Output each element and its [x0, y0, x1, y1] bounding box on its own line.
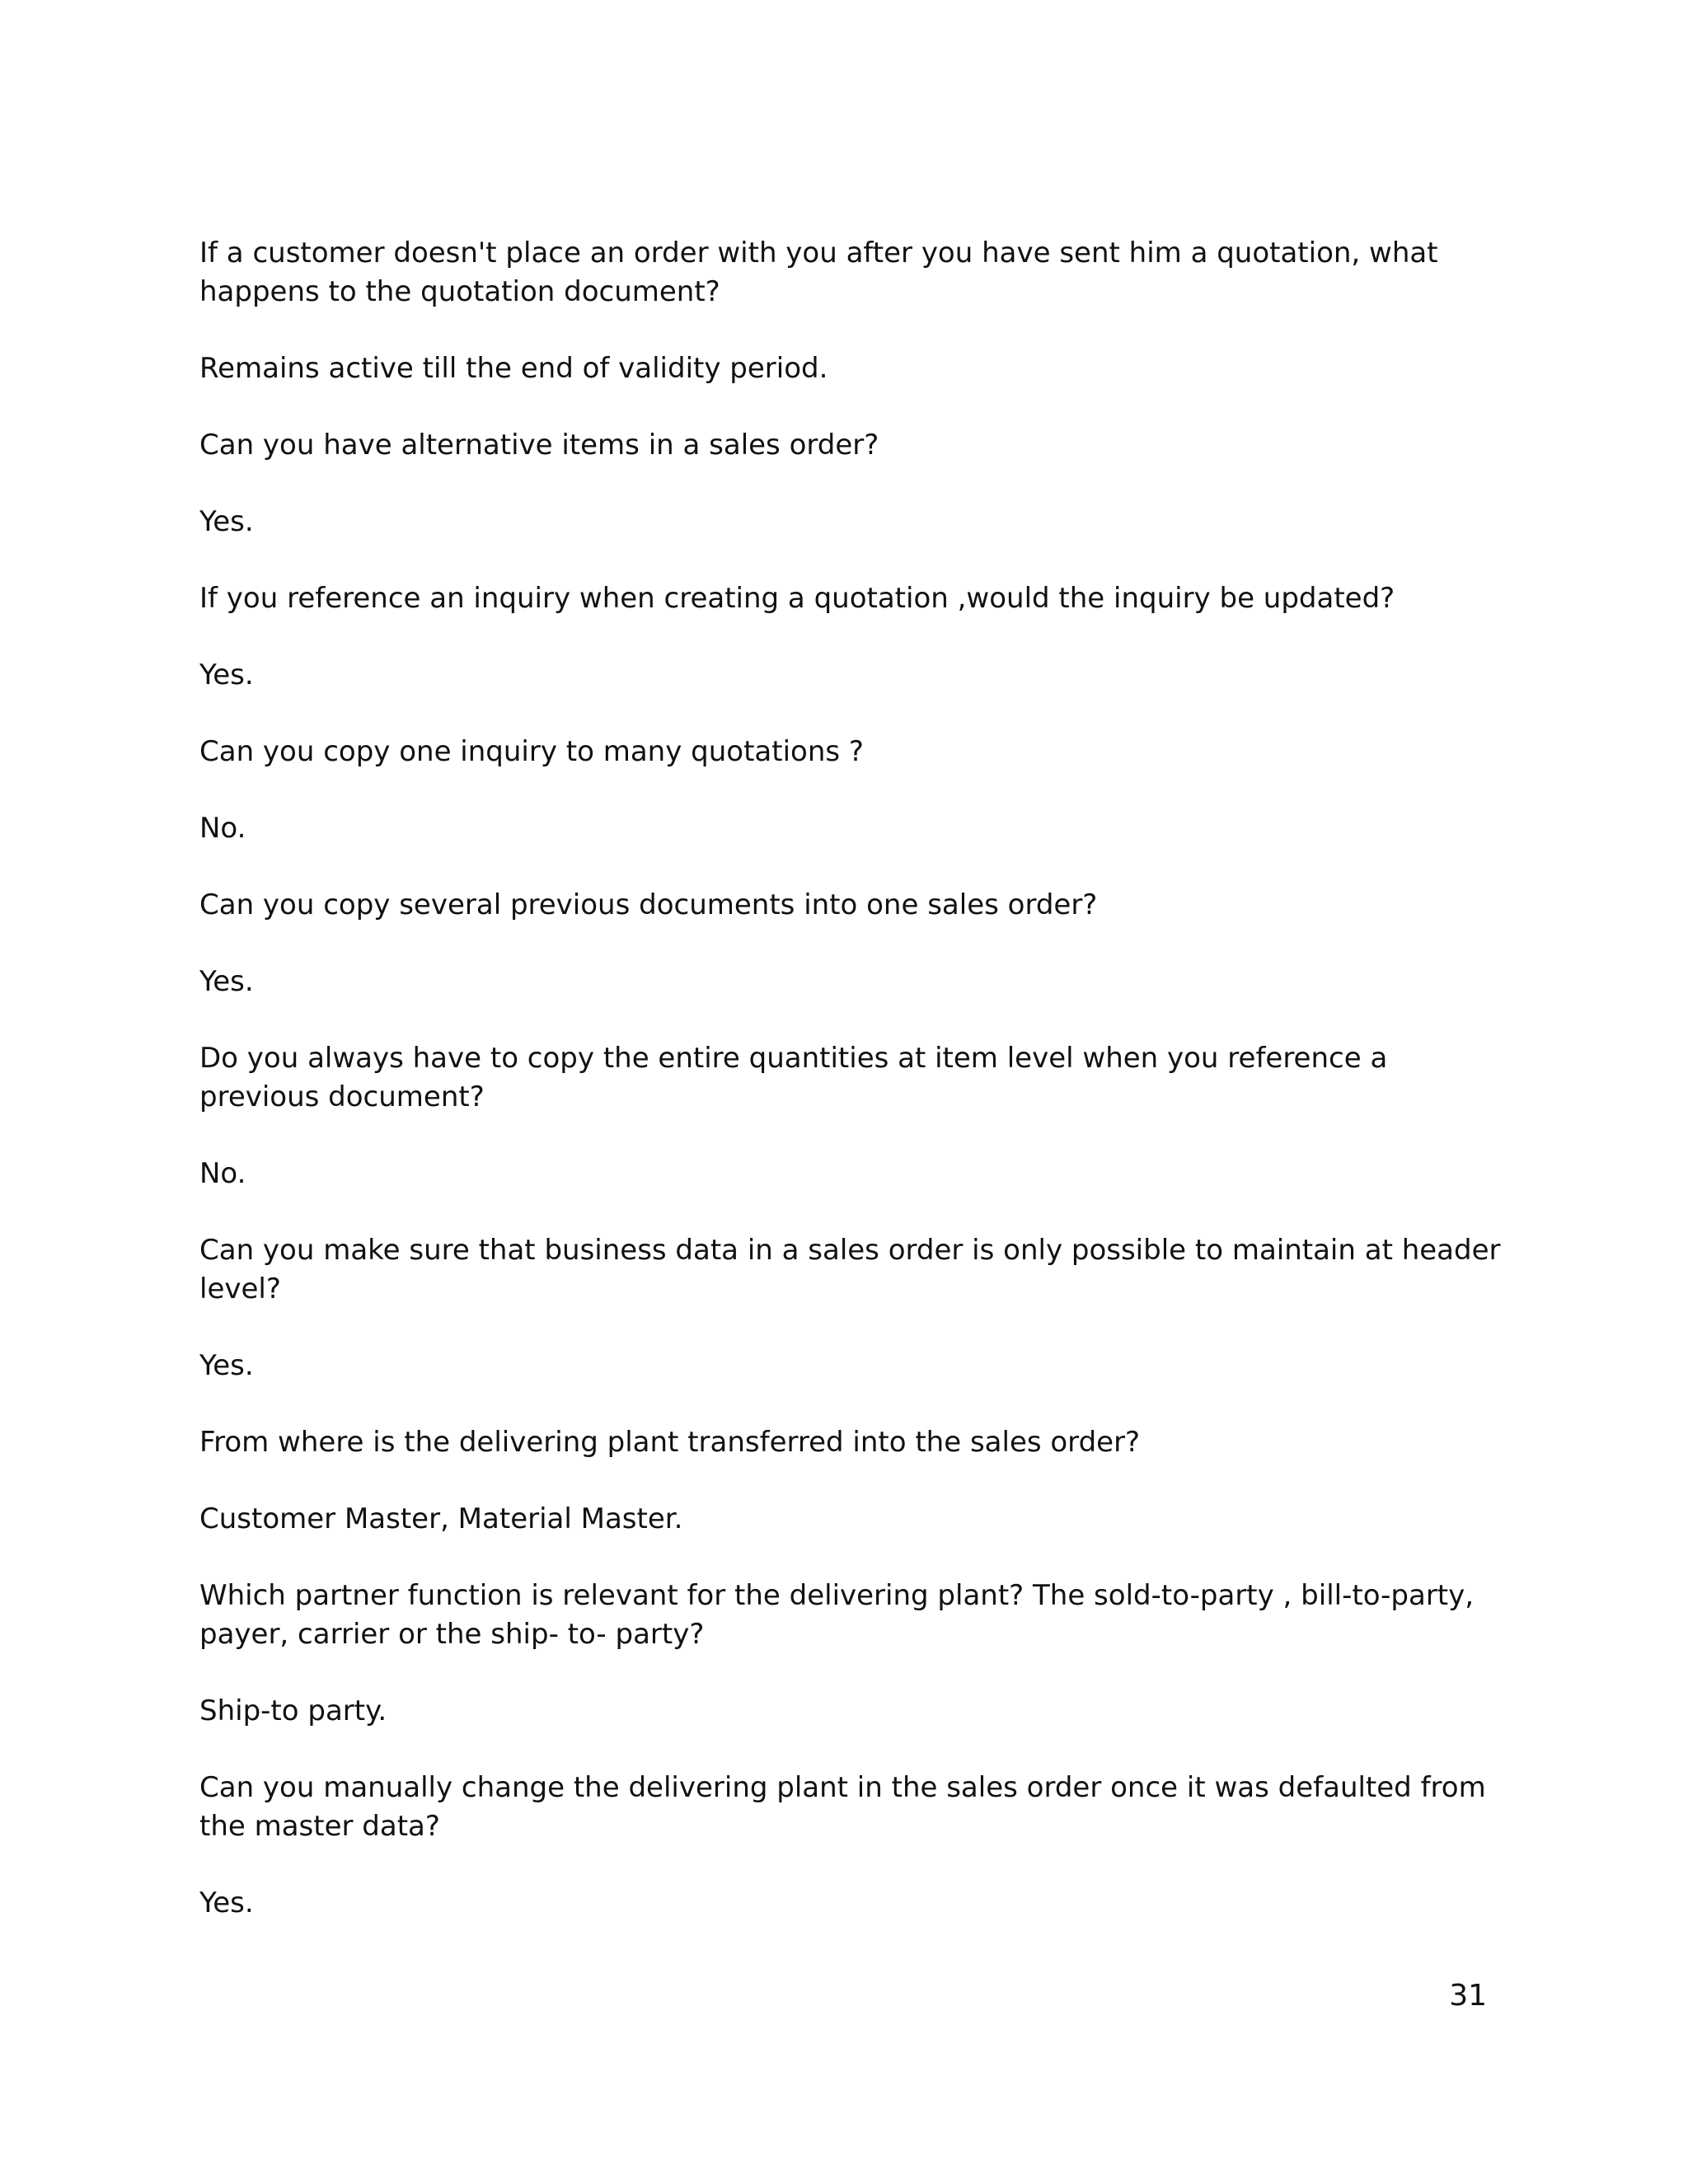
answer-header-level: Yes. [199, 1349, 254, 1382]
question-copy-inquiry: Can you copy one inquiry to many quotations ? [199, 735, 864, 768]
answer-partner-function: Ship-to party. [199, 1694, 387, 1727]
answer-quotation-document: Remains active till the end of validity period. [199, 352, 828, 385]
answer-copy-inquiry: No. [199, 812, 246, 845]
question-delivering-plant-source: From where is the delivering plant transferred into the sales order? [199, 1426, 1141, 1459]
document-body [199, 234, 1510, 1961]
answer-copy-documents: Yes. [199, 965, 254, 998]
question-alternative-items: Can you have alternative items in a sales order? [199, 429, 879, 462]
question-copy-documents: Can you copy several previous documents into one sales order? [199, 888, 1098, 921]
answer-inquiry-updated: Yes. [199, 658, 254, 691]
answer-copy-quantities: No. [199, 1157, 246, 1190]
answer-change-plant: Yes. [199, 1886, 254, 1919]
question-quotation-document: If a customer doesn't place an order with you after you have sent him a quotation, what happens to the quotation document? [199, 237, 1438, 308]
answer-delivering-plant-source: Customer Master, Material Master. [199, 1502, 683, 1535]
question-inquiry-updated: If you reference an inquiry when creating a quotation ,would the inquiry be updated? [199, 582, 1395, 615]
answer-alternative-items: Yes. [199, 505, 254, 538]
page-number: 31 [1449, 1979, 1487, 2013]
question-partner-function: Which partner function is relevant for the delivering plant? The sold-to-party , bill-to-party, payer, carrier or the ship- to- party? [199, 1579, 1475, 1651]
question-change-plant: Can you manually change the delivering plant in the sales order once it was defaulted from the master data? [199, 1771, 1486, 1843]
question-header-level: Can you make sure that business data in a sales order is only possible to maintain at header level? [199, 1234, 1501, 1305]
question-copy-quantities: Do you always have to copy the entire quantities at item level when you reference a previous document? [199, 1042, 1388, 1113]
